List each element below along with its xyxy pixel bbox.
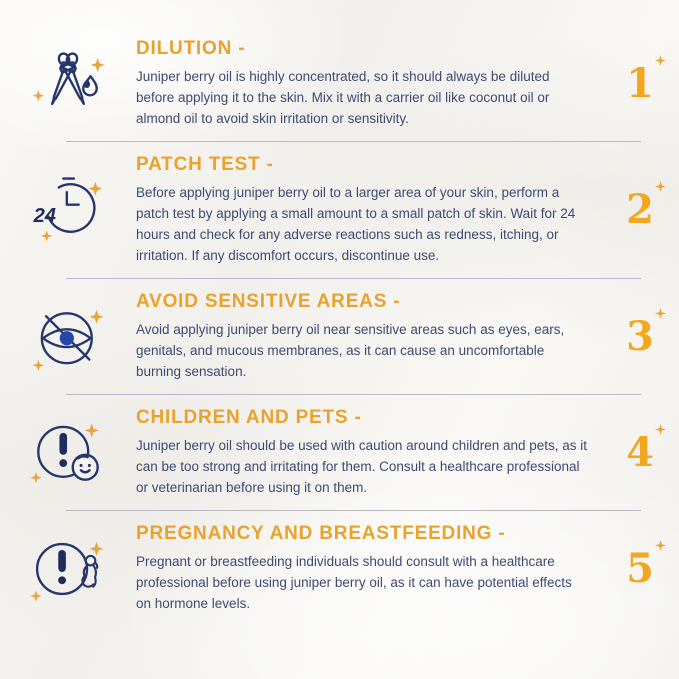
caution-child-icon <box>30 415 106 491</box>
section-heading: AVOID SENSITIVE AREAS - <box>136 291 401 312</box>
step-number: 3 <box>626 317 654 357</box>
sparkle-icon <box>30 590 41 601</box>
step-number: 1 <box>626 64 654 104</box>
step-number: 2 <box>626 190 654 230</box>
section-body: Juniper berry oil should be used with caution around children and pets, as it can be too strong and irritating for them. Consult a healthcare professional or veterinarian before using it on them. <box>136 438 588 495</box>
section-content <box>136 38 601 129</box>
sparkle-icon <box>89 309 103 323</box>
section-heading: PREGNANCY AND BREASTFEEDING - <box>136 523 506 544</box>
section-content <box>136 291 601 382</box>
number-column <box>601 312 679 360</box>
sparkle-icon <box>30 472 41 483</box>
section-patch-test <box>0 142 679 278</box>
section-avoid-sensitive-areas <box>0 279 679 394</box>
section-content <box>136 407 601 498</box>
sparkle-icon <box>655 308 666 319</box>
section-content <box>136 523 601 614</box>
number-column <box>601 544 679 592</box>
icon-column <box>0 46 136 122</box>
icon-column <box>0 415 136 491</box>
24-hour-clock-icon <box>30 172 106 248</box>
step-number: 5 <box>626 549 654 589</box>
sparkle-icon <box>89 541 103 555</box>
section-heading: DILUTION - <box>136 38 246 59</box>
step-number: 4 <box>626 433 654 473</box>
section-heading: PATCH TEST - <box>136 154 274 175</box>
number-column <box>601 186 679 233</box>
dropper-dilution-icon <box>30 46 106 122</box>
section-body: Juniper berry oil is highly concentrated, so it should always be diluted before applying it to the skin. Mix it with a carrier oil like coconut oil or almond oil to avoid skin irritation or sensitivity. <box>136 69 550 126</box>
sparkle-icon <box>91 57 105 71</box>
icon-column <box>0 531 136 607</box>
icon-column <box>0 299 136 375</box>
number-column <box>601 59 679 107</box>
icon-column <box>0 172 136 248</box>
caution-pregnancy-icon <box>30 531 106 607</box>
section-pregnancy-and-breastfeeding <box>0 511 679 626</box>
sparkle-icon <box>33 89 44 100</box>
section-content <box>136 154 601 266</box>
sparkle-icon <box>655 55 666 66</box>
section-children-and-pets <box>0 395 679 510</box>
clock-24-label: 24 <box>33 204 56 227</box>
section-body: Avoid applying juniper berry oil near sensitive areas such as eyes, ears, genitals, and mucous membranes, as it can cause an uncomfortable burning sensation. <box>136 322 565 379</box>
number-column <box>601 428 679 476</box>
sparkle-icon <box>85 423 99 437</box>
sparkle-icon <box>655 424 666 435</box>
section-dilution <box>0 26 679 141</box>
sparkle-icon <box>655 181 666 192</box>
sparkle-icon <box>33 359 44 370</box>
sparkle-icon <box>655 540 666 551</box>
section-heading: CHILDREN AND PETS - <box>136 407 362 428</box>
no-eye-icon <box>30 299 106 375</box>
section-body: Before applying juniper berry oil to a larger area of your skin, perform a patch test by applying a small amount to a small patch of skin. Wait for 24 hours and check for any adverse reactions such as redness, itching, or irritation. If any discomfort occurs, discontinue use. <box>136 185 576 263</box>
section-body: Pregnant or breastfeeding individuals should consult with a healthcare professional before using juniper berry oil, as it can have potential effects on hormone levels. <box>136 554 572 611</box>
sparkle-icon <box>41 230 52 241</box>
